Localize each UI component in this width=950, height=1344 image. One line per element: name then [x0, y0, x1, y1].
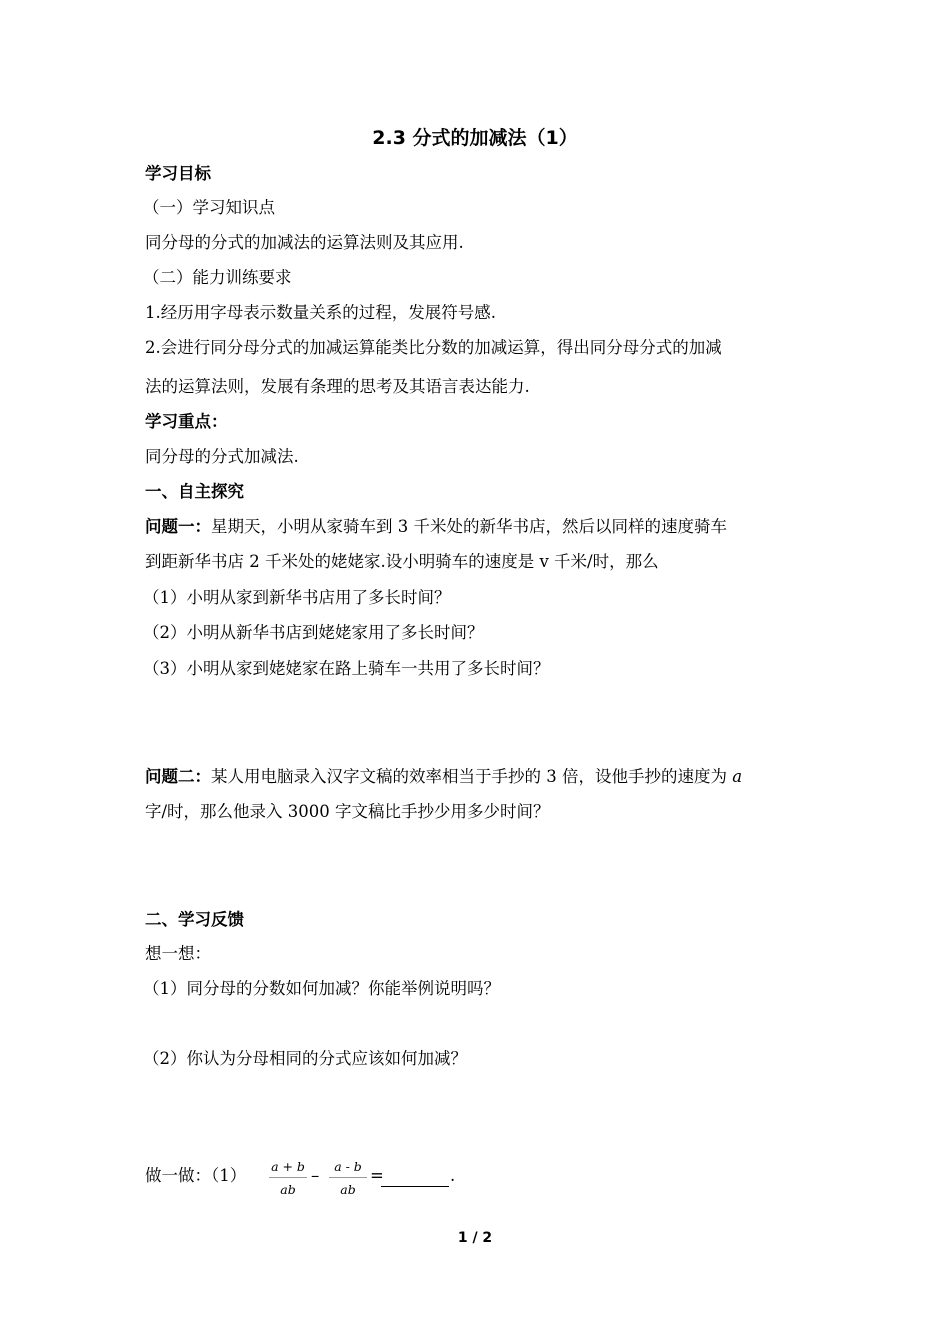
ability-item: 法的运算法则，发展有条理的思考及其语言表达能力. [145, 377, 530, 396]
fraction-2-numerator: a - b [334, 1159, 362, 1174]
question1-label: 问题一： [145, 517, 211, 536]
question2-line2: 字/时，那么他录入 3000 字文稿比手抄少用多少时间？ [145, 802, 550, 821]
question2-variable: a [732, 767, 743, 786]
question1-line1 [145, 515, 727, 539]
focus-text: 同分母的分式加减法. [145, 447, 299, 466]
section2-heading: 二、学习反馈 [145, 910, 244, 929]
question2-line1 [145, 765, 742, 789]
equals-sign: = [370, 1166, 384, 1185]
ability-heading: （二）能力训练要求 [143, 268, 292, 287]
minus-sign: – [311, 1166, 320, 1185]
fraction-bar [329, 1177, 367, 1178]
section1-heading: 一、自主探究 [145, 482, 244, 501]
do-label: 做一做：（1） [145, 1166, 247, 1185]
think-item: （1）同分母的分数如何加减？你能举例说明吗？ [143, 979, 500, 998]
question1-text: 星期天，小明从家骑车到 3 千米处的新华书店，然后以同样的速度骑车 [211, 517, 727, 536]
fraction-1-denominator: ab [280, 1182, 296, 1197]
question1-sub: （3）小明从家到姥姥家在路上骑车一共用了多长时间？ [143, 659, 550, 678]
ability-item: 2.会进行同分母分式的加减运算能类比分数的加减运算，得出同分母分式的加减 [145, 338, 722, 357]
fraction-bar [269, 1177, 307, 1178]
question2-label: 问题二： [145, 767, 211, 786]
fraction-2-denominator: ab [340, 1182, 356, 1197]
question1-sub: （2）小明从新华书店到姥姥家用了多长时间？ [143, 623, 484, 642]
page-number: 1 / 2 [457, 1230, 493, 1246]
think-item: （2）你认为分母相同的分式应该如何加减？ [143, 1049, 467, 1068]
fraction-1 [269, 1158, 307, 1199]
think-label: 想一想： [145, 944, 211, 963]
objectives-heading: 学习目标 [145, 164, 211, 183]
question2-text: 某人用电脑录入汉字文稿的效率相当于手抄的 3 倍，设他手抄的速度为 [211, 767, 733, 786]
ability-item: 1.经历用字母表示数量关系的过程，发展符号感. [145, 303, 496, 322]
answer-blank[interactable] [381, 1166, 449, 1187]
knowledge-heading: （一）学习知识点 [143, 198, 275, 217]
period: . [450, 1166, 456, 1185]
question1-line2: 到距新华书店 2 千米处的姥姥家.设小明骑车的速度是 v 千米/时，那么 [145, 552, 659, 571]
fraction-2 [329, 1158, 367, 1199]
fraction-1-numerator: a + b [271, 1159, 305, 1174]
question1-sub: （1）小明从家到新华书店用了多长时间？ [143, 588, 451, 607]
page-title: 2.3 分式的加减法（1） [372, 127, 578, 149]
focus-heading: 学习重点： [145, 412, 228, 431]
knowledge-text: 同分母的分式的加减法的运算法则及其应用. [145, 233, 464, 252]
